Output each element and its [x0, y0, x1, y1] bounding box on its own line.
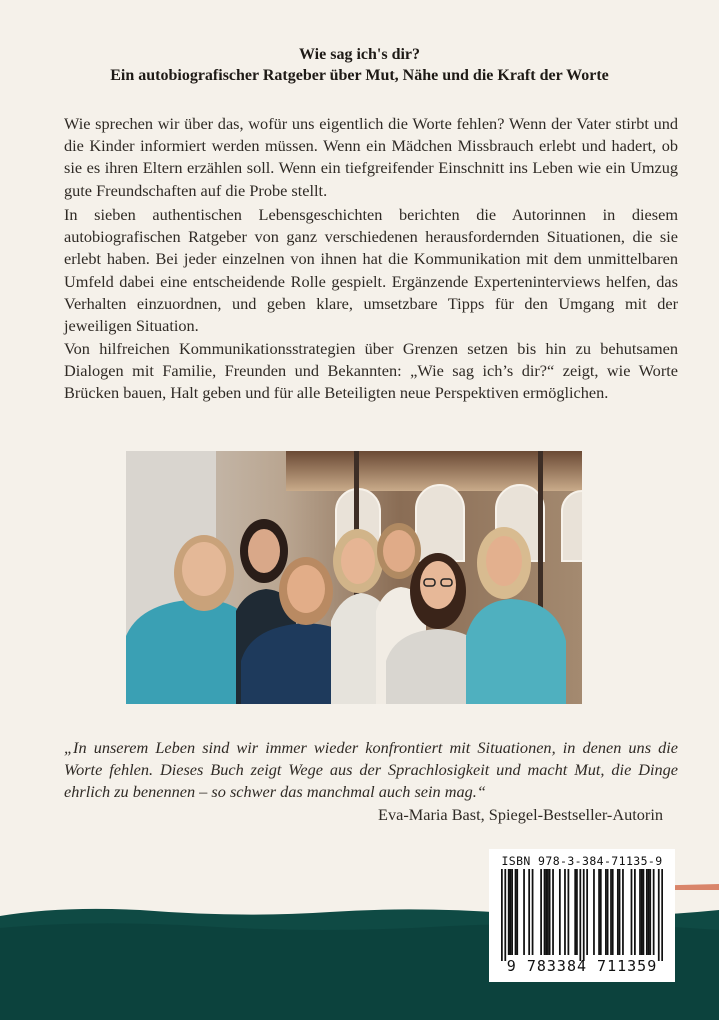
barcode-bar [532, 869, 534, 955]
barcode-bar [653, 869, 655, 955]
authors-group-photo [126, 451, 582, 704]
blurb-paragraph-2: In sieben authentischen Lebensgeschichten berichten die Autorinnen in diesem autobiografischen Ratgeber von ganz verschiedenen herausfordernden Situationen, die sie erlebt haben. Bei jeder einzelnen von ihnen hat die Kommunikation mit dem unmittelbaren Umfeld dabei eine entscheidende Rolle gespielt. Ergänzende Experteninterviews helfen, das Verhalten einzuordnen, und geben klare, umsetzbare Tipps für den Umgang mit der jeweiligen Situation. [64, 205, 678, 336]
endorsement-quote: „In unserem Leben sind wir immer wieder konfrontiert mit Situationen, in denen uns die Worte fehlen. Dieses Buch zeigt Wege aus der Sprachlosigkeit und macht Mut, die Dinge ehrlich zu benennen – so schwer das manchmal auch sein mag.“ [64, 738, 678, 802]
barcode-bar [511, 869, 513, 955]
barcode-bar [586, 869, 588, 955]
barcode-bar [574, 869, 576, 955]
barcode-bar [634, 869, 636, 955]
barcode-bar [622, 869, 624, 955]
barcode-bars [501, 869, 663, 961]
blurb-paragraph-1: Wie sprechen wir über das, wofür uns eigentlich die Worte fehlen? Wenn der Vater stirbt und die Kinder informiert werden müssen. Wenn ein Mädchen Missbrauch erlebt und hadert, ob sie es ihren Eltern erzählen soll. Wenn ein tiefgreifender Einschnitt ins Leben wie ein Umzug gute Freundschaften auf die Probe stellt. [64, 114, 678, 200]
barcode-bar [568, 869, 570, 955]
barcode-bar [564, 869, 566, 955]
barcode-bar [612, 869, 614, 955]
barcode-bar [598, 869, 600, 955]
barcode-bar [607, 869, 609, 955]
quote-attribution: Eva-Maria Bast, Spiegel-Bestseller-Autorin [378, 805, 663, 824]
barcode-bar [646, 869, 648, 955]
barcode-bar [579, 869, 581, 961]
barcode-bar [559, 869, 561, 955]
barcode-bar [661, 869, 663, 961]
barcode-bar [523, 869, 525, 955]
blurb-paragraph-3: Von hilfreichen Kommunikationsstrategien über Grenzen setzen bis hin zu behutsamen Dialogen mit Familie, Freunden und Bekannten: „Wie sag ich’s dir?“ zeigt, wie Worte Brücken bauen, Halt geben und für alle Beteiligten neue Perspektiven ermöglichen. [64, 339, 678, 403]
barcode-bar [593, 869, 595, 955]
barcode-bar [540, 869, 542, 955]
barcode-bar [600, 869, 602, 955]
barcode-bar [649, 869, 651, 955]
barcode-bar [648, 869, 650, 955]
barcode-bar [545, 869, 547, 955]
title-block [0, 44, 719, 86]
barcode-bar [617, 869, 619, 955]
ean-digits: 9 783384 711359 [506, 957, 658, 975]
barcode-bar [658, 869, 660, 961]
barcode-bar [508, 869, 510, 955]
barcode-bar [528, 869, 530, 955]
book-title: Wie sag ich's dir? [298, 46, 421, 63]
barcode-bar [552, 869, 554, 955]
barcode-bar [610, 869, 612, 955]
barcode-bar [639, 869, 641, 955]
book-subtitle: Ein autobiografischer Ratgeber über Mut, Nähe und die Kraft der Worte [110, 67, 609, 84]
barcode-bar [515, 869, 517, 955]
isbn-barcode [489, 849, 675, 982]
barcode-bar [605, 869, 607, 955]
barcode-bar [619, 869, 621, 955]
barcode-bar [631, 869, 633, 955]
barcode-bar [549, 869, 551, 955]
barcode-bar [641, 869, 643, 955]
barcode-bar [510, 869, 512, 955]
barcode-bar [544, 869, 546, 955]
barcode-bar [547, 869, 549, 955]
barcode-bar [516, 869, 518, 955]
barcode-bar [583, 869, 585, 961]
isbn-label: ISBN 978-3-384-71135-9 [501, 854, 663, 868]
barcode-bar [501, 869, 503, 961]
barcode-bar [504, 869, 506, 961]
barcode-bar [576, 869, 578, 955]
barcode-bar [643, 869, 645, 955]
